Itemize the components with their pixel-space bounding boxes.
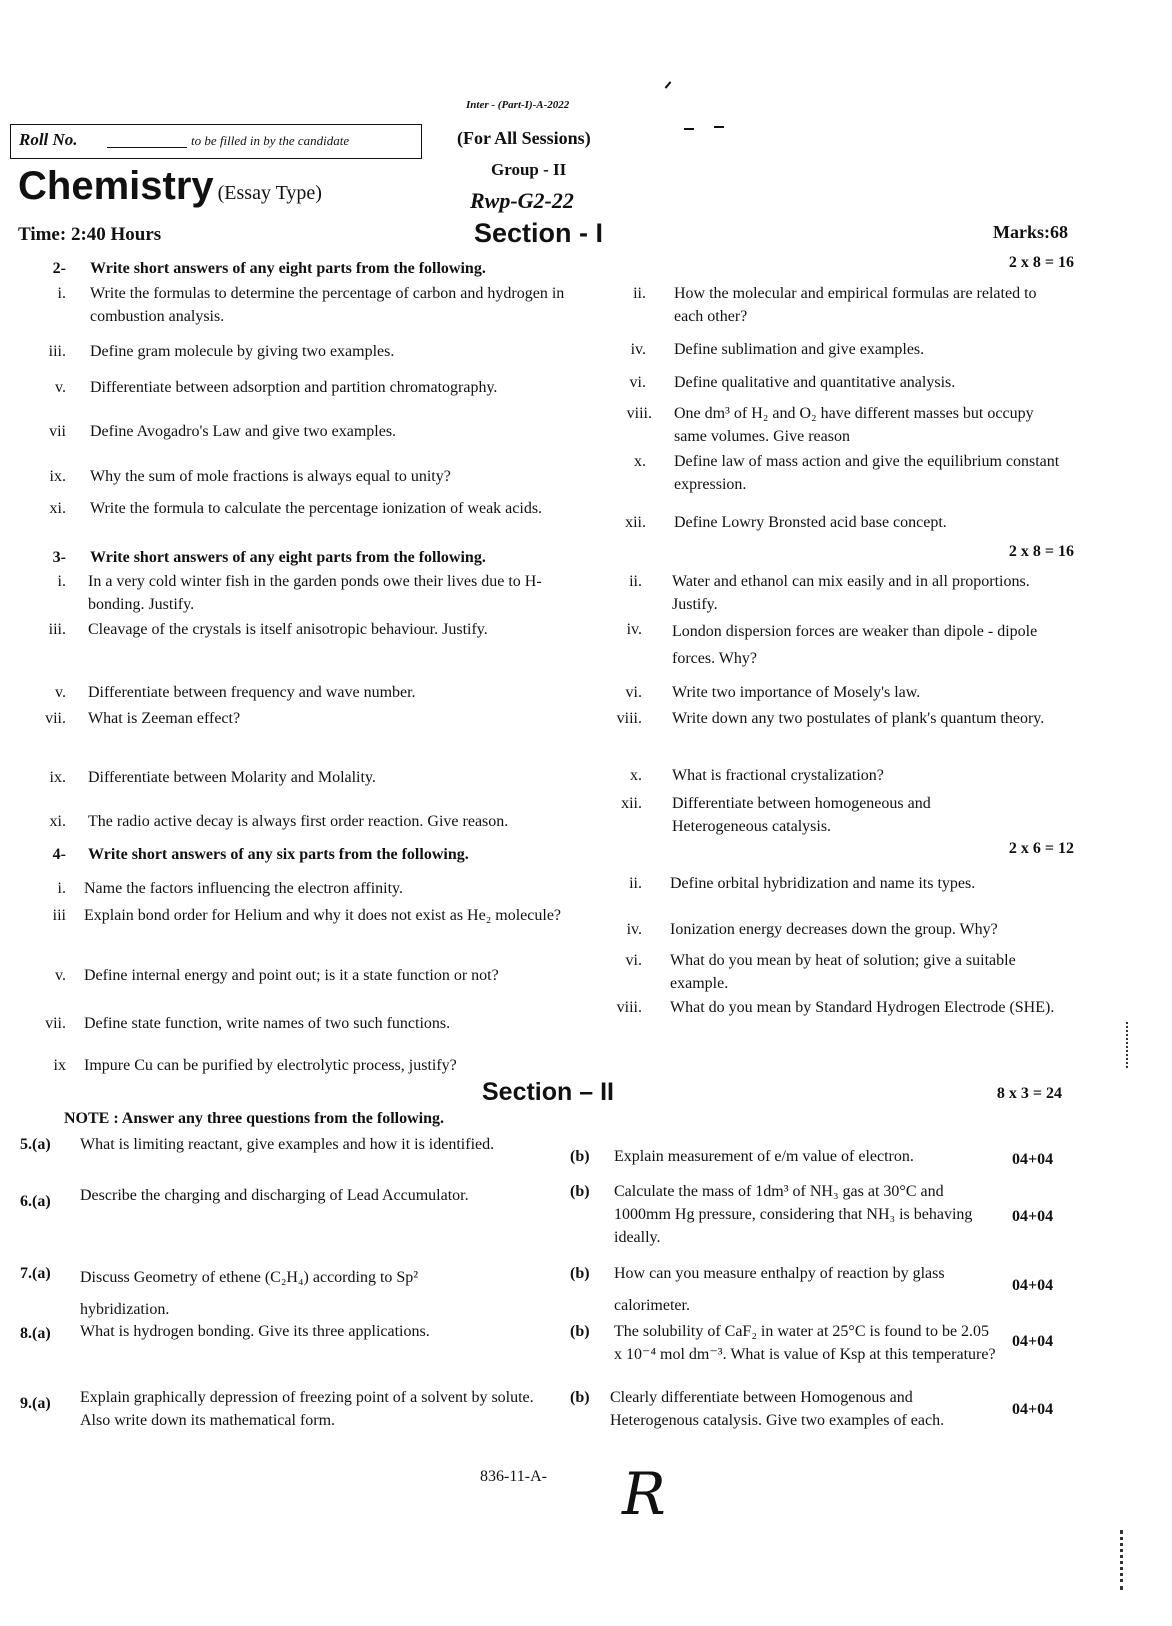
q4-r4-text: What do you mean by Standard Hydrogen Electrode (SHE). bbox=[670, 999, 1055, 1016]
q3-l3-num: v. bbox=[55, 684, 66, 701]
q8-number: 8.(a) bbox=[20, 1325, 51, 1342]
subject-heading bbox=[18, 164, 322, 209]
q6a-text: Describe the charging and discharging of Lead Accumulator. bbox=[80, 1187, 469, 1204]
q2-r4-text: One dm³ of H₂ and O₂ have different masses but occupy same volumes. Give reason bbox=[674, 405, 1034, 445]
q4-r1-num: ii. bbox=[629, 875, 642, 892]
q2-number: 2- bbox=[52, 260, 66, 277]
q4-l2-num: iii bbox=[52, 907, 66, 924]
footer-code: 836-11-A- bbox=[480, 1468, 547, 1485]
q2-r1-num: ii. bbox=[633, 285, 646, 302]
q5a-text: What is limiting reactant, give examples and how it is identified. bbox=[80, 1136, 495, 1153]
q7-number: 7.(a) bbox=[20, 1265, 51, 1282]
group: Group - II bbox=[491, 160, 567, 179]
q2-l3-text: Differentiate between adsorption and partition chromatography. bbox=[90, 379, 498, 396]
q7b-label: (b) bbox=[570, 1265, 590, 1282]
q6b-text: Calculate the mass of 1dm³ of NH₃ gas at 30°C and 1000mm Hg pressure, considering that NH₃ is behaving ideally. bbox=[614, 1183, 973, 1246]
q2-l1-text: Write the formulas to determine the percentage of carbon and hydrogen in combustion analysis. bbox=[90, 285, 565, 325]
sessions: (For All Sessions) bbox=[457, 128, 591, 148]
q9a-text: Explain graphically depression of freezing point of a solvent by solute. Also write down its mathematical form. bbox=[80, 1389, 534, 1429]
scan-mark bbox=[714, 126, 724, 128]
q4-r3-num: vi. bbox=[625, 952, 642, 969]
q3-marks: 2 x 8 = 16 bbox=[1008, 543, 1074, 560]
q4-marks: 2 x 6 = 12 bbox=[1008, 840, 1074, 857]
q7b-text: How can you measure enthalpy of reaction by glass calorimeter. bbox=[614, 1265, 945, 1314]
roll-no-hint: to be filled in by the candidate bbox=[191, 133, 350, 148]
q3-l2-text: Cleavage of the crystals is itself anisotropic behaviour. Justify. bbox=[88, 621, 488, 638]
q9b-text: Clearly differentiate between Homogenous and Heterogenous catalysis. Give two examples of each. bbox=[610, 1389, 945, 1429]
q3-r2-text: London dispersion forces are weaker than dipole - dipole forces. Why? bbox=[672, 623, 1038, 667]
q3-l6-num: xi. bbox=[49, 813, 66, 830]
q3-l1-text: In a very cold winter fish in the garden ponds owe their lives due to H-bonding. Justify. bbox=[88, 573, 542, 613]
section1-title: Section - I bbox=[474, 218, 604, 248]
q3-r1-num: ii. bbox=[629, 573, 642, 590]
q5b-text: Explain measurement of e/m value of electron. bbox=[614, 1148, 914, 1165]
q7a-text: Discuss Geometry of ethene (C₂H₄) according to Sp² hybridization. bbox=[80, 1269, 419, 1318]
q4-r3-text: What do you mean by heat of solution; give a suitable example. bbox=[670, 952, 1016, 992]
time: Time: 2:40 Hours bbox=[18, 224, 162, 245]
q4-l4-num: vii. bbox=[45, 1015, 66, 1032]
q4-l1-num: i. bbox=[57, 880, 66, 897]
q4-r2-num: iv. bbox=[626, 921, 642, 938]
q3-l1-num: i. bbox=[57, 573, 66, 590]
roll-no-line bbox=[107, 147, 187, 148]
q3-number: 3- bbox=[52, 549, 66, 566]
q3-r5-num: x. bbox=[630, 767, 642, 784]
q6-marks: 04+04 bbox=[1012, 1208, 1054, 1225]
q4-l1-text: Name the factors influencing the electron affinity. bbox=[84, 880, 403, 897]
q9b-label: (b) bbox=[570, 1389, 590, 1406]
q7-marks: 04+04 bbox=[1012, 1277, 1054, 1294]
q3-l6-text: The radio active decay is always first order reaction. Give reason. bbox=[88, 813, 509, 830]
q8a-text: What is hydrogen bonding. Give its three applications. bbox=[80, 1323, 430, 1340]
handwritten-code: Rwp-G2-22 bbox=[470, 188, 574, 213]
paper-code: Inter - (Part-I)-A-2022 bbox=[466, 99, 570, 111]
scan-mark bbox=[665, 81, 672, 88]
section2-title: Section – II bbox=[482, 1078, 614, 1106]
q4-number: 4- bbox=[52, 846, 66, 863]
q2-r1-text: How the molecular and empirical formulas are related to each other? bbox=[674, 285, 1037, 325]
q3-r1-text: Water and ethanol can mix easily and in all proportions. Justify. bbox=[672, 573, 1030, 613]
q2-r6-num: xii. bbox=[625, 514, 646, 531]
q3-l4-text: What is Zeeman effect? bbox=[88, 710, 241, 727]
q2-r2-text: Define sublimation and give examples. bbox=[674, 341, 925, 358]
q2-r4-num: viii. bbox=[626, 405, 652, 422]
q9-marks: 04+04 bbox=[1012, 1401, 1054, 1418]
q2-l1-num: i. bbox=[57, 285, 66, 302]
section2-note: NOTE : Answer any three questions from the following. bbox=[64, 1110, 445, 1127]
q8b-text: The solubility of CaF₂ in water at 25°C is found to be 2.05 x 10⁻⁴ mol dm⁻³. What is value of Ksp at this temperature? bbox=[614, 1323, 996, 1363]
q3-l5-num: ix. bbox=[49, 769, 66, 786]
q8-marks: 04+04 bbox=[1012, 1333, 1054, 1350]
q2-r3-num: vi. bbox=[629, 374, 646, 391]
q2-r3-text: Define qualitative and quantitative analysis. bbox=[674, 374, 956, 391]
q2-l6-text: Write the formula to calculate the percentage ionization of weak acids. bbox=[90, 500, 543, 517]
q2-l5-num: ix. bbox=[49, 468, 66, 485]
q4-r2-text: Ionization energy decreases down the group. Why? bbox=[670, 921, 998, 938]
q2-r2-num: iv. bbox=[630, 341, 646, 358]
q2-marks: 2 x 8 = 16 bbox=[1008, 254, 1074, 271]
q8b-label: (b) bbox=[570, 1323, 590, 1340]
scan-mark bbox=[684, 128, 694, 130]
q4-l2-text: Explain bond order for Helium and why it does not exist as He₂ molecule? bbox=[84, 907, 562, 924]
subject: Chemistry bbox=[18, 164, 214, 208]
q3-instruction: Write short answers of any eight parts from the following. bbox=[90, 549, 486, 566]
q9-number: 9.(a) bbox=[20, 1395, 51, 1412]
q4-r1-text: Define orbital hybridization and name its types. bbox=[670, 875, 976, 892]
q2-r6-text: Define Lowry Bronsted acid base concept. bbox=[674, 514, 947, 531]
q2-l2-num: iii. bbox=[48, 343, 66, 360]
roll-no-label: Roll No. bbox=[19, 130, 78, 149]
q6-number: 6.(a) bbox=[20, 1193, 51, 1210]
q2-l6-num: xi. bbox=[49, 500, 66, 517]
q2-l2-text: Define gram molecule by giving two examples. bbox=[90, 343, 395, 360]
q4-l4-text: Define state function, write names of two such functions. bbox=[84, 1015, 451, 1032]
q5b-label: (b) bbox=[570, 1148, 590, 1165]
q4-l5-text: Impure Cu can be purified by electrolytic process, justify? bbox=[84, 1057, 457, 1074]
q2-l4-text: Define Avogadro's Law and give two examples. bbox=[90, 423, 397, 440]
q2-l3-num: v. bbox=[55, 379, 66, 396]
q4-l3-text: Define internal energy and point out; is it a state function or not? bbox=[84, 967, 499, 984]
q3-r4-text: Write down any two postulates of plank's quantum theory. bbox=[672, 710, 1045, 727]
q2-r5-text: Define law of mass action and give the equilibrium constant expression. bbox=[674, 453, 1060, 493]
q3-r3-num: vi. bbox=[625, 684, 642, 701]
q2-l5-text: Why the sum of mole fractions is always equal to unity? bbox=[90, 468, 451, 485]
q3-l5-text: Differentiate between Molarity and Molality. bbox=[88, 769, 376, 786]
q3-r6-text: Differentiate between homogeneous and Heterogeneous catalysis. bbox=[672, 795, 931, 835]
q3-l3-text: Differentiate between frequency and wave number. bbox=[88, 684, 416, 701]
paper-type: (Essay Type) bbox=[217, 182, 322, 204]
section2-marks: 8 x 3 = 24 bbox=[996, 1085, 1062, 1102]
q3-r3-text: Write two importance of Mosely's law. bbox=[672, 684, 921, 701]
q6b-label: (b) bbox=[570, 1183, 590, 1200]
scan-edge bbox=[1120, 1530, 1129, 1590]
handwritten-mark: R bbox=[622, 1460, 666, 1528]
q3-l2-num: iii. bbox=[48, 621, 66, 638]
q4-l5-num: ix bbox=[53, 1057, 66, 1074]
q3-r6-num: xii. bbox=[621, 795, 642, 812]
q4-l3-num: v. bbox=[55, 967, 66, 984]
q5-number: 5.(a) bbox=[20, 1136, 51, 1153]
q4-instruction: Write short answers of any six parts from the following. bbox=[88, 846, 469, 863]
scan-edge bbox=[1126, 1022, 1131, 1068]
q5-marks: 04+04 bbox=[1012, 1151, 1054, 1168]
q3-l4-num: vii. bbox=[45, 710, 66, 727]
q3-r2-num: iv. bbox=[626, 621, 642, 638]
q2-r5-num: x. bbox=[634, 453, 646, 470]
total-marks: Marks:68 bbox=[993, 222, 1068, 242]
q3-r4-num: viii. bbox=[616, 710, 642, 727]
q2-instruction: Write short answers of any eight parts from the following. bbox=[90, 260, 486, 277]
q4-r4-num: viii. bbox=[616, 999, 642, 1016]
q3-r5-text: What is fractional crystalization? bbox=[672, 767, 884, 784]
roll-no-box bbox=[10, 124, 422, 159]
q2-l4-num: vii bbox=[49, 423, 66, 440]
